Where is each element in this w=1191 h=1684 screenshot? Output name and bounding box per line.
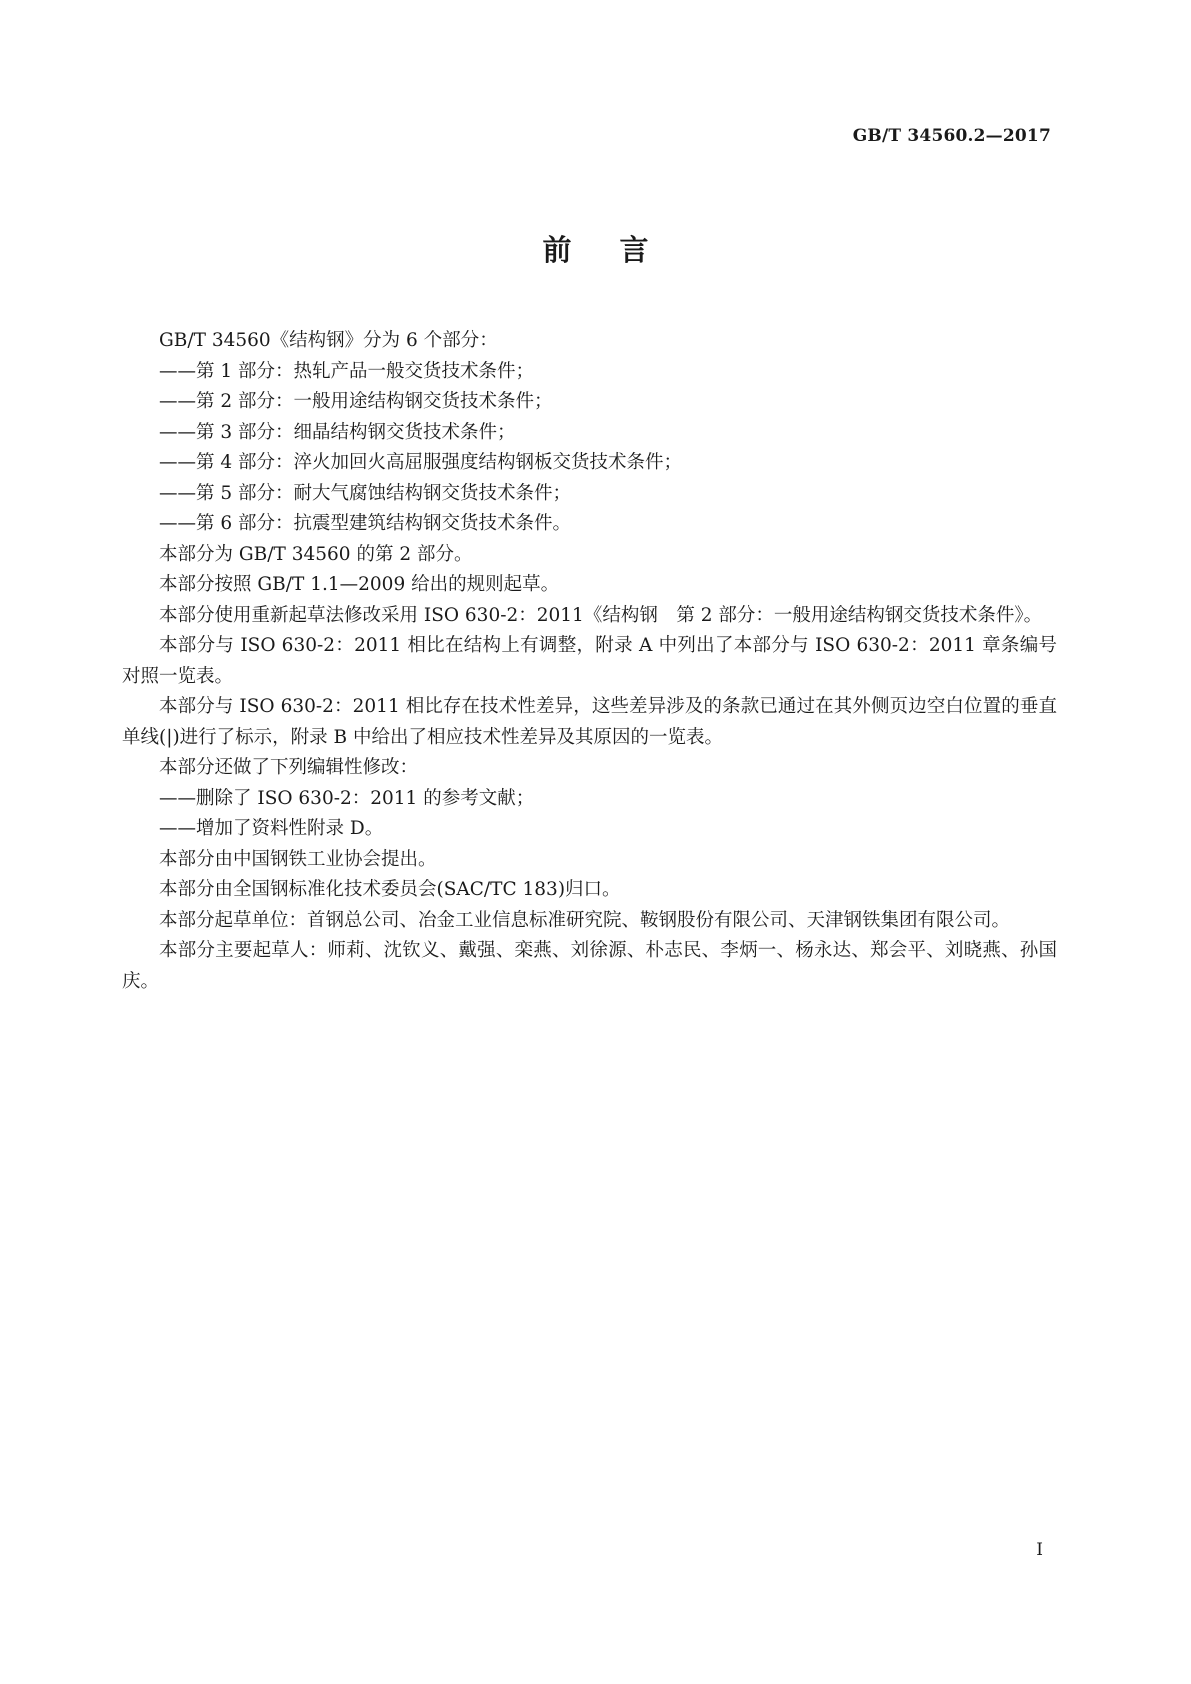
page-title: 前言 (542, 233, 697, 267)
foreword-body (122, 326, 1057, 997)
paragraph-adoption: 本部分使用重新起草法修改采用 ISO 630-2：2011《结构钢 第 2 部分：一般用途结构钢交货技术条件》。 (159, 604, 1043, 626)
list-item-part-4: ——第 4 部分：淬火加回火高屈服强度结构钢板交货技术条件； (159, 452, 683, 473)
list-item-editorial-1: ——删除了 ISO 630-2：2011 的参考文献； (159, 787, 535, 809)
paragraph-part-statement: 本部分为 GB/T 34560 的第 2 部分。 (159, 543, 473, 565)
paragraph-structure-changes: 本部分与 ISO 630-2：2011 相比在结构上有调整，附录 A 中列出了本部分与 ISO 630-2：2011 章条编号对照一览表。 (122, 635, 1057, 687)
list-item-part-6: ——第 6 部分：抗震型建筑结构钢交货技术条件。 (159, 513, 572, 534)
paragraph-proposer: 本部分由中国钢铁工业协会提出。 (159, 848, 437, 870)
paragraph-drafting-units: 本部分起草单位：首钢总公司、冶金工业信息标准研究院、鞍钢股份有限公司、天津钢铁集团有限公司。 (159, 909, 1011, 931)
paragraph-drafters: 本部分主要起草人：师莉、沈钦义、戴强、栾燕、刘徐源、朴志民、李炳一、杨永达、郑会平、刘晓燕、孙国庆。 (122, 940, 1057, 992)
list-item-part-3: ——第 3 部分：细晶结构钢交货技术条件； (159, 421, 516, 443)
list-item-part-2: ——第 2 部分：一般用途结构钢交货技术条件； (159, 391, 553, 412)
page-number: I (1036, 1540, 1043, 1560)
list-item-editorial-2: ——增加了资料性附录 D。 (159, 818, 384, 839)
paragraph-editorial-intro: 本部分还做了下列编辑性修改： (159, 757, 419, 778)
paragraph-committee: 本部分由全国钢标准化技术委员会(SAC/TC 183)归口。 (159, 879, 621, 900)
paragraph-technical-differences: 本部分与 ISO 630-2：2011 相比存在技术性差异，这些差异涉及的条款已通过在其外侧页边空白位置的垂直单线(|)进行了标示，附录 B 中给出了相应技术性差异及其原因的一览表。 (122, 696, 1057, 748)
paragraph-drafting-rules: 本部分按照 GB/T 1.1—2009 给出的规则起草。 (159, 574, 560, 595)
paragraph-intro: GB/T 34560《结构钢》分为 6 个部分： (159, 330, 498, 351)
standard-number: GB/T 34560.2—2017 (852, 126, 1051, 146)
list-item-part-1: ——第 1 部分：热轧产品一般交货技术条件； (159, 360, 535, 382)
list-item-part-5: ——第 5 部分：耐大气腐蚀结构钢交货技术条件； (159, 482, 572, 504)
